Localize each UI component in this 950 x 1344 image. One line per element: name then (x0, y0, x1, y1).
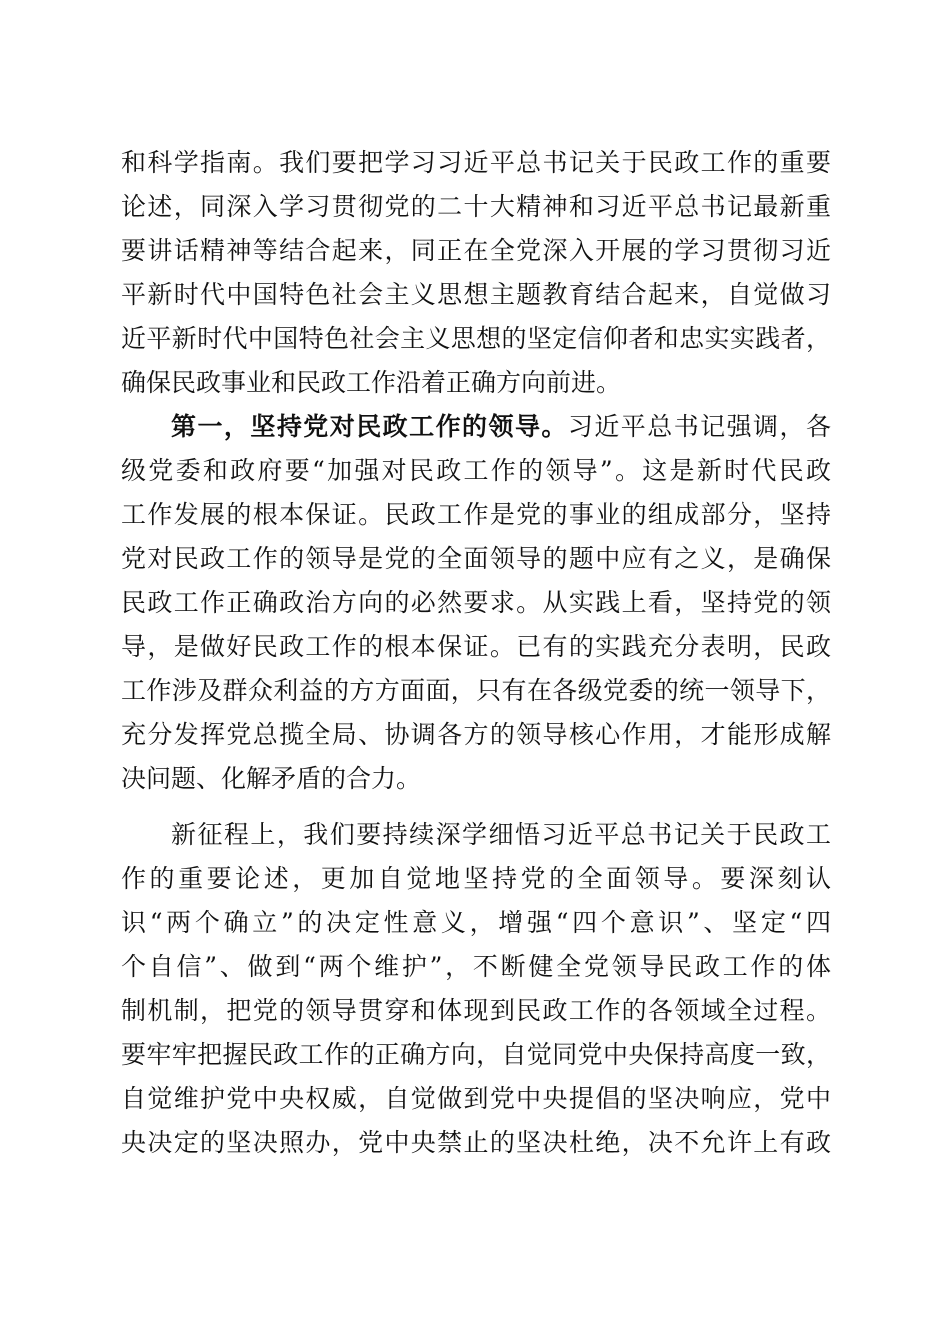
text-line: 决问题、化解矛盾的合力。 (121, 764, 422, 793)
text-line: 导，是做好民政工作的根本保证。已有的实践充分表明，民政 (121, 632, 831, 661)
text-line: 工作发展的根本保证。民政工作是党的事业的组成部分，坚持 (121, 500, 831, 529)
text-line: 级党委和政府要“加强对民政工作的领导”。这是新时代民政 (121, 456, 831, 485)
text-line: 制机制，把党的领导贯穿和体现到民政工作的各领域全过程。 (121, 996, 831, 1025)
text-line: 民政工作正确政治方向的必然要求。从实践上看，坚持党的领 (121, 588, 831, 617)
text-line: 央决定的坚决照办，党中央禁止的坚决杜绝，决不允许上有政 (121, 1128, 831, 1157)
text-line: 充分发挥党总揽全局、协调各方的领导核心作用，才能形成解 (121, 720, 831, 749)
text-line: 作的重要论述，更加自觉地坚持党的全面领导。要深刻认 (121, 864, 831, 893)
section-heading-line (171, 409, 831, 445)
text-line: 平新时代中国特色社会主义思想主题教育结合起来，自觉做习 (121, 280, 831, 309)
section-heading: 第一，坚持党对民政工作的领导。 (171, 412, 568, 441)
text-line: 自觉维护党中央权威，自觉做到党中央提倡的坚决响应，党中 (121, 1084, 831, 1113)
text-line: 要讲话精神等结合起来，同正在全党深入开展的学习贯彻习近 (121, 236, 831, 265)
text-line: 个自信”、做到“两个维护”，不断健全党领导民政工作的体 (121, 952, 831, 981)
text-line: 和科学指南。我们要把学习习近平总书记关于民政工作的重要 (121, 148, 831, 177)
text-line: 工作涉及群众利益的方方面面，只有在各级党委的统一领导下， (121, 676, 831, 705)
text-line: 党对民政工作的领导是党的全面领导的题中应有之义，是确保 (121, 544, 831, 573)
text-line: 论述，同深入学习贯彻党的二十大精神和习近平总书记最新重 (121, 192, 831, 221)
text-span: 习近平总书记强调，各 (567, 412, 831, 441)
text-line: 新征程上，我们要持续深学细悟习近平总书记关于民政工 (171, 820, 831, 849)
text-line: 要牢牢把握民政工作的正确方向，自觉同党中央保持高度一致， (121, 1040, 831, 1069)
text-line: 近平新时代中国特色社会主义思想的坚定信仰者和忠实实践者， (121, 324, 831, 353)
text-line: 识“两个确立”的决定性意义，增强“四个意识”、坚定“四 (121, 908, 831, 937)
text-line: 确保民政事业和民政工作沿着正确方向前进。 (121, 368, 622, 397)
